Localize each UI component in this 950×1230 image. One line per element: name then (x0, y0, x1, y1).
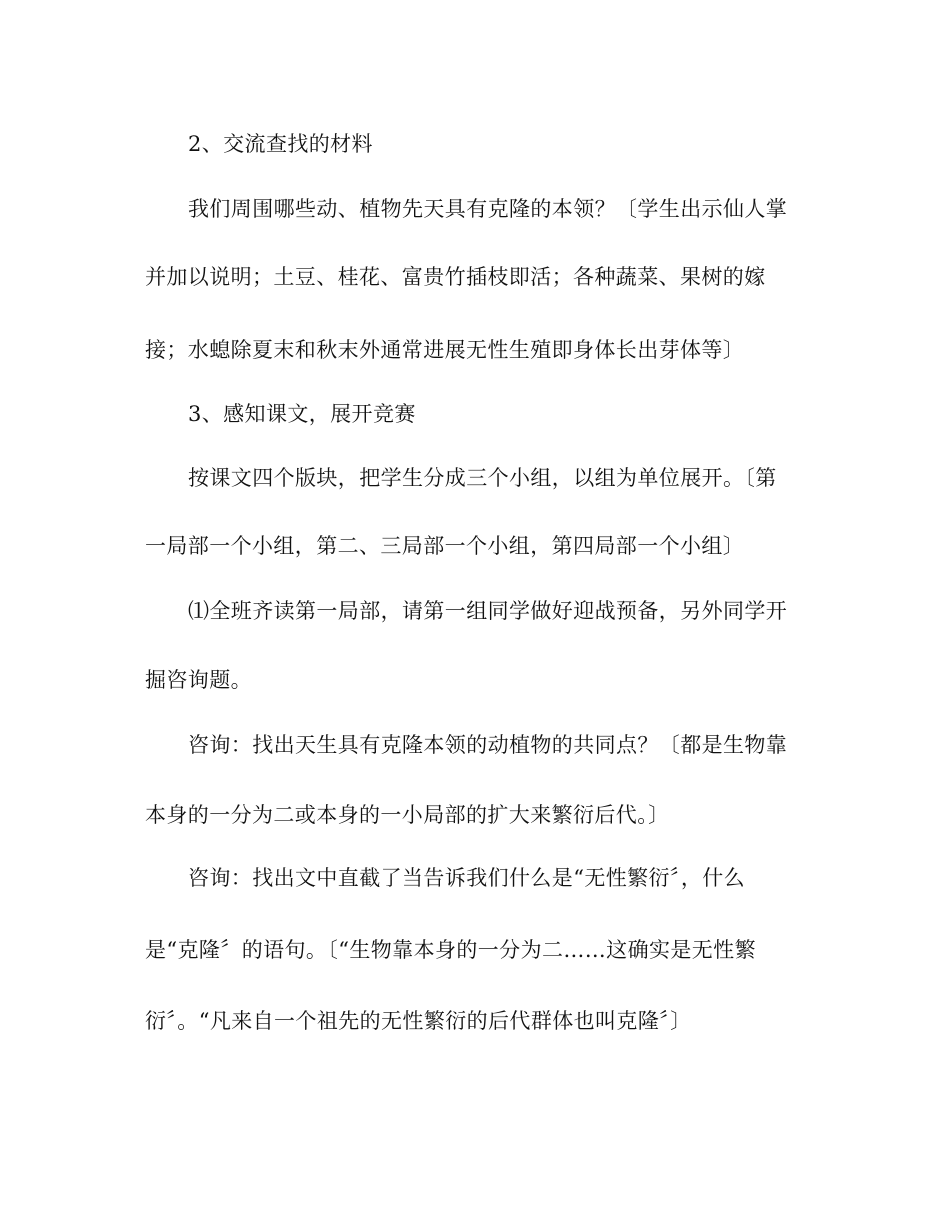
paragraph-line: 本身的一分为二或本身的一小局部的扩大来繁衍后代。〕 (145, 803, 670, 827)
paragraph-line: 一局部一个小组，第二、三局部一个小组，第四局部一个小组〕 (145, 534, 745, 558)
paragraph-line: 我们周围哪些动、植物先天具有克隆的本领？〔学生出示仙人掌 (188, 197, 788, 221)
paragraph-line: 掘咨询题。 (145, 668, 252, 692)
paragraph-line: 按课文四个版块，把学生分成三个小组，以组为单位展开。〔第 (188, 466, 777, 490)
paragraph-line: 咨询：找出天生具有克隆本领的动植物的共同点？〔都是生物靠 (188, 733, 788, 757)
paragraph-line: 咨询：找出文中直截了当告诉我们什么是“无性繁衍〞，什么 (188, 866, 746, 890)
paragraph-line: 接；水螅除夏末和秋末外通常进展无性生殖即身体长出芽体等〕 (145, 338, 745, 362)
paragraph-line: 衍〞。“凡来自一个祖先的无性繁衍的后代群体也叫克隆〞〕 (145, 1009, 692, 1033)
paragraph-line: 并加以说明；土豆、桂花、富贵竹插枝即活；各种蔬菜、果树的嫁 (145, 265, 766, 289)
paragraph-line: ⑴全班齐读第一局部，请第一组同学做好迎战预备，另外同学开 (188, 599, 788, 623)
section-heading-2: 2、交流查找的材料 (188, 132, 373, 156)
paragraph-line: 是“克隆〞的语句。〔“生物靠本身的一分为二……这确实是无性繁 (145, 938, 756, 962)
section-heading-3: 3、感知课文，展开竞赛 (188, 402, 416, 426)
